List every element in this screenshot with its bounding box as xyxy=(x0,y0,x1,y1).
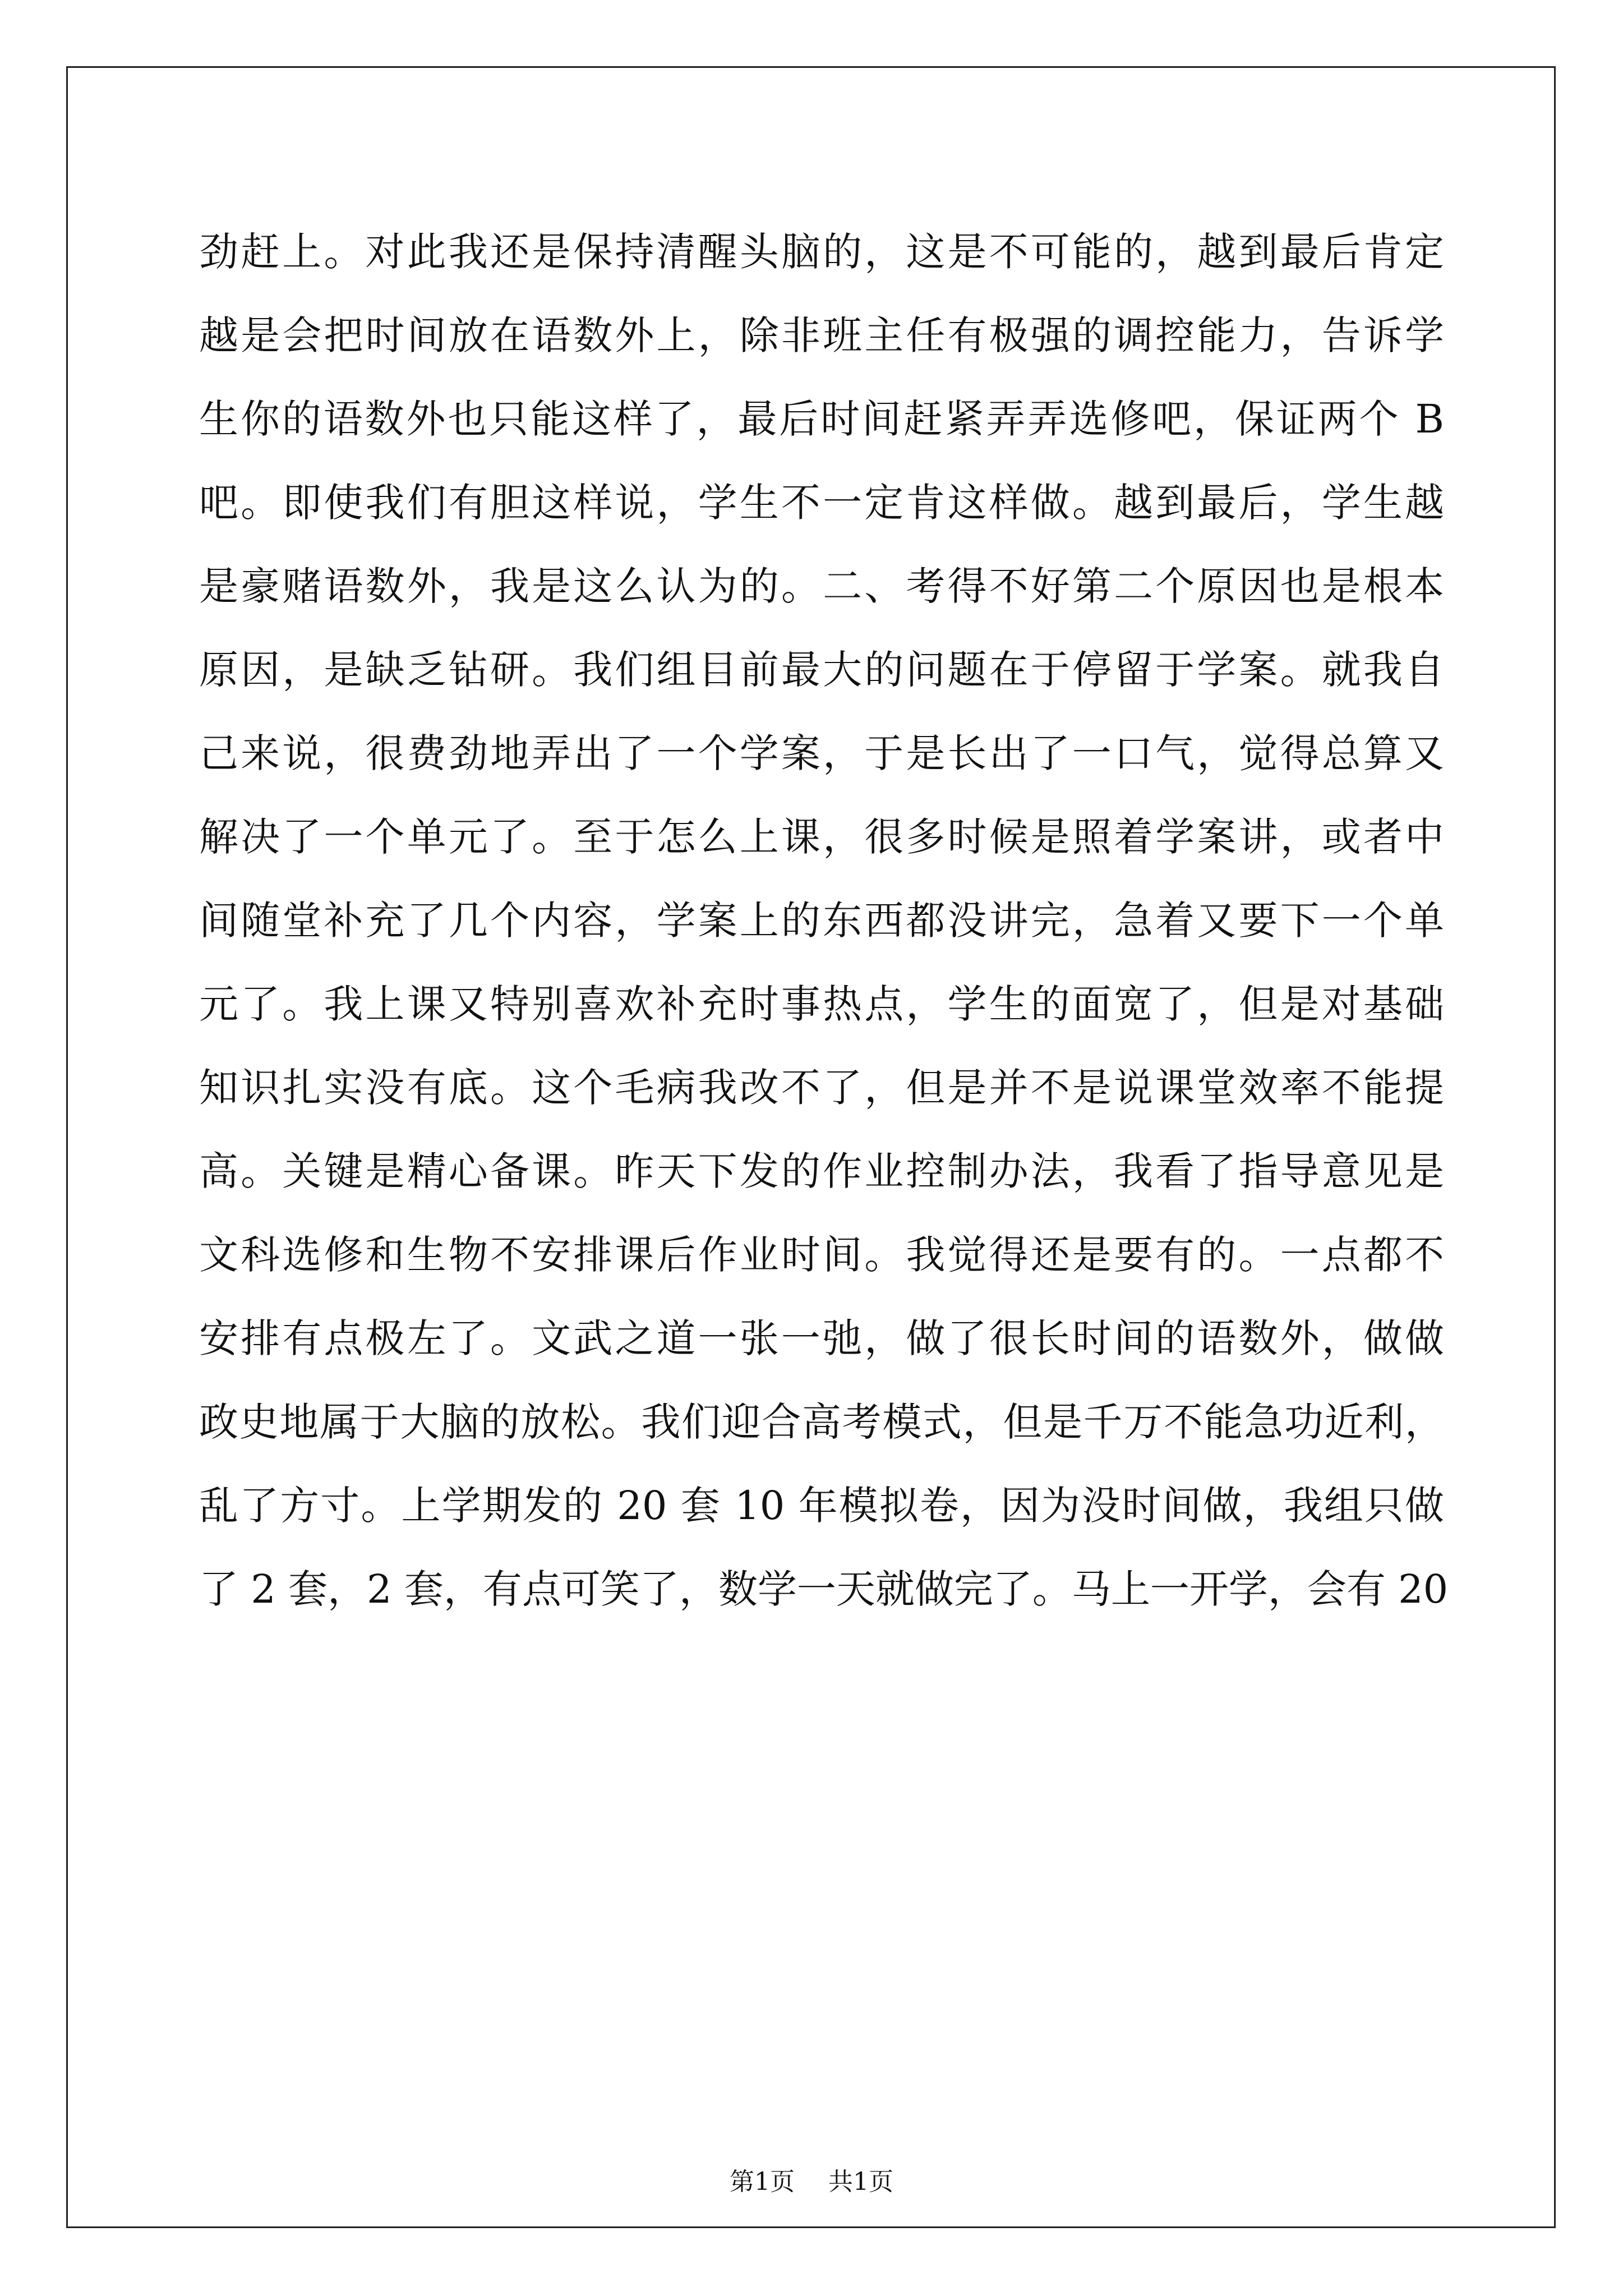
text-line-11: 知识扎实没有底。这个毛病我改不了，但是并不是说课堂效率不能提 xyxy=(199,1065,1444,1111)
text-line-9: 间随堂补充了几个内容，学案上的东西都没讲完，急着又要下一个单 xyxy=(199,898,1444,944)
text-line-10: 元了。我上课又特别喜欢补充时事热点，学生的面宽了，但是对基础 xyxy=(199,981,1444,1027)
text-line-3: 生你的语数外也只能这样了，最后时间赶紧弄弄选修吧，保证两个 B xyxy=(199,396,1444,442)
page-number-label: 第1页 xyxy=(730,2168,795,2196)
text-line-1: 劲赶上。对此我还是保持清醒头脑的，这是不可能的，越到最后肯定 xyxy=(199,229,1444,275)
page-total-label: 共1页 xyxy=(828,2168,893,2196)
text-line-2: 越是会把时间放在语数外上，除非班主任有极强的调控能力，告诉学 xyxy=(199,312,1444,358)
text-line-15: 政史地属于大脑的放松。我们迎合高考模式，但是千万不能急功近利， xyxy=(199,1399,1444,1445)
text-line-8: 解决了一个单元了。至于怎么上课，很多时候是照着学案讲，或者中 xyxy=(199,814,1444,860)
text-line-17: 了 2 套，2 套，有点可笑了，数学一天就做完了。马上一开学，会有 20 xyxy=(199,1566,1449,1612)
document-body xyxy=(199,210,1449,1631)
text-line-5: 是豪赌语数外，我是这么认为的。二、考得不好第二个原因也是根本 xyxy=(199,563,1444,609)
text-line-16: 乱了方寸。上学期发的 20 套 10 年模拟卷，因为没时间做，我组只做 xyxy=(199,1483,1444,1529)
text-line-14: 安排有点极左了。文武之道一张一弛，做了很长时间的语数外，做做 xyxy=(199,1315,1444,1361)
page-footer xyxy=(0,2165,1623,2199)
text-line-12: 高。关键是精心备课。昨天下发的作业控制办法，我看了指导意见是 xyxy=(199,1148,1444,1194)
text-line-13: 文科选修和生物不安排课后作业时间。我觉得还是要有的。一点都不 xyxy=(199,1232,1444,1278)
text-line-6: 原因，是缺乏钻研。我们组目前最大的问题在于停留于学案。就我自 xyxy=(199,647,1444,693)
text-line-7: 己来说，很费劲地弄出了一个学案，于是长出了一口气，觉得总算又 xyxy=(199,730,1444,776)
text-line-4: 吧。即使我们有胆这样说，学生不一定肯这样做。越到最后，学生越 xyxy=(199,480,1444,526)
